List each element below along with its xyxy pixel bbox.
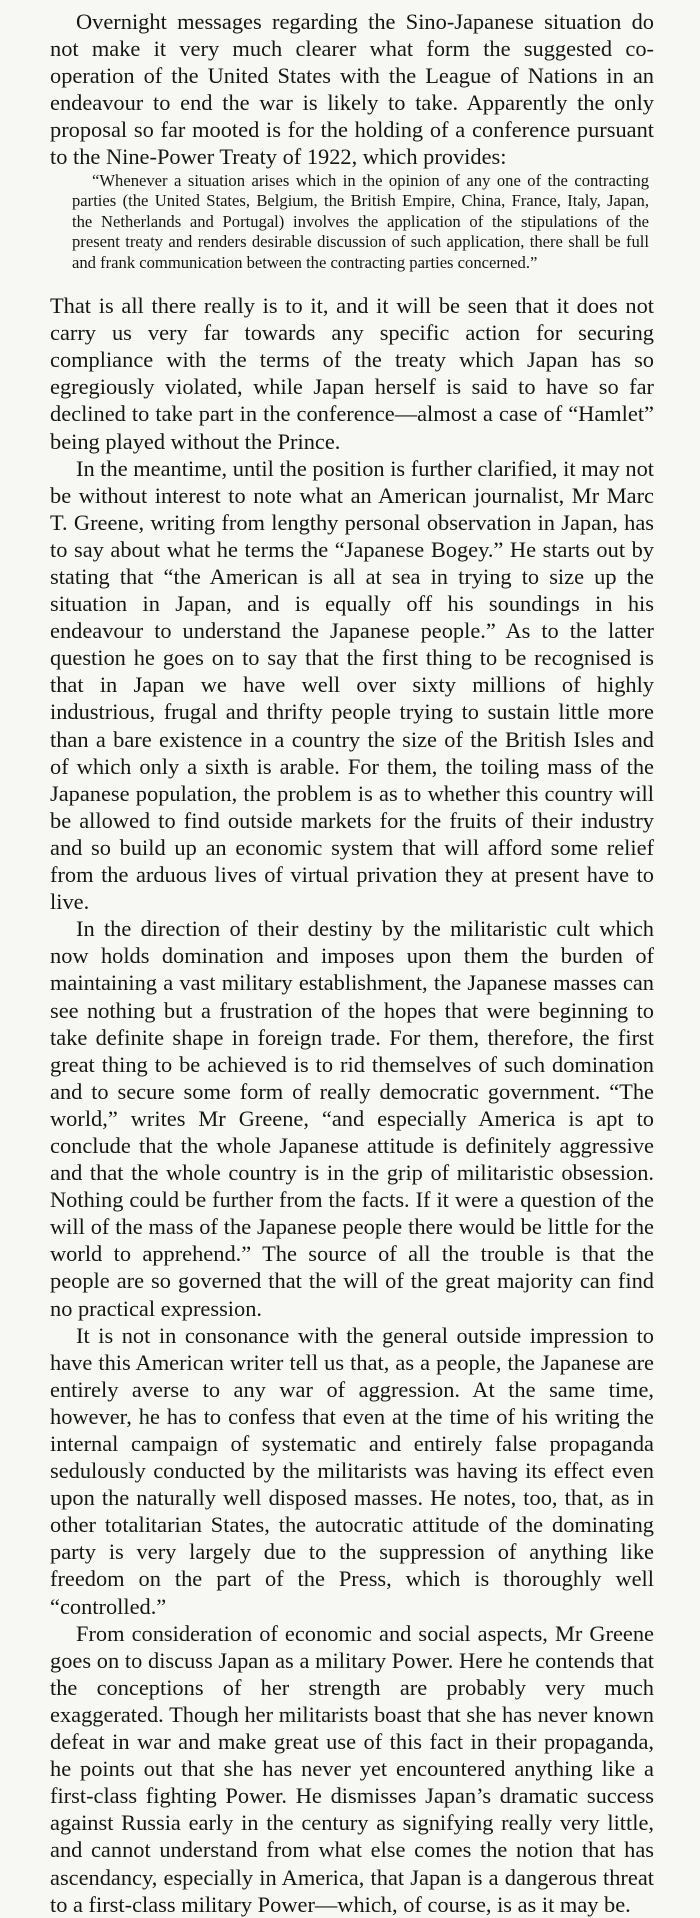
paragraph-3: In the meantime, until the position is further clarified, it may not be without interest to note what an American journalist, Mr Marc T. Greene, writing from lengthy personal observation in Japan, has to say about what he terms the “Japanese Bogey.” He starts out by stating that “the American is all at sea in trying to size up the situation in Japan, and is equally off his soundings in his endeavour to understand the Japanese people.” As to the latter question he goes on to say that the first thing to be recognised is that in Japan we have well over sixty millions of highly industrious, frugal and thrifty people trying to sustain little more than a bare existence in a country the size of the British Isles and of which only a sixth is arable. For them, the toiling mass of the Japanese population, the problem is as to whether this country will be allowed to find outside markets for the fruits of their industry and so build up an economic system that will afford some relief from the arduous lives of virtual privation they at present have to live. (50, 455, 654, 915)
article-body (50, 8, 654, 1918)
paragraph-1: Overnight messages regarding the Sino-Japanese situation do not make it very much clearer what form the suggested co-operation of the United States with the League of Nations in an endeavour to end the war is likely to take. Apparently the only proposal so far mooted is for the holding of a conference pursuant to the Nine-Power Treaty of 1922, which provides: (50, 9, 654, 170)
paragraph-2: That is all there really is to it, and it will be seen that it does not carry us very far towards any specific action for securing compliance with the terms of the treaty which Japan has so egregiously violated, while Japan herself is said to have so far declined to take part in the conference—almost a case of “Hamlet” being played without the Prince. (50, 293, 654, 454)
paragraph-6: From consideration of economic and social aspects, Mr Greene goes on to discuss Japan as a military Power. Here he contends that the conceptions of her strength are probably very much exaggerated. Though her militarists boast that she has never known defeat in war and make great use of this fact in their propaganda, he points out that she has never yet encountered anything like a first-class fighting Power. He dismisses Japan’s dramatic success against Russia early in the century as signifying really very little, and cannot understand from what else comes the notion that has ascendancy, especially in America, that Japan is a dangerous threat to a first-class military Power—which, of course, is as it may be. (50, 1620, 654, 1917)
paragraph-5: It is not in consonance with the general outside impression to have this American writer tell us that, as a people, the Japanese are entirely averse to any war of aggression. At the same time, however, he has to confess that even at the time of his writing the internal campaign of systematic and entirely false propaganda sedulously conducted by the militarists was having its effect even upon the naturally well disposed masses. He notes, too, that, as in other totalitarian States, the autocratic attitude of the dominating party is very largely due to the suppression of anything like freedom on the part of the Press, which is thoroughly well “controlled.” (50, 1322, 654, 1619)
paragraph-4: In the direction of their destiny by the militaristic cult which now holds domination and imposes upon them the burden of maintaining a vast military establishment, the Japanese masses can see nothing but a frustration of the hopes that were beginning to take definite shape in foreign trade. For them, therefore, the first great thing to be achieved is to rid themselves of such domination and to secure some form of really democratic government. “The world,” writes Mr Greene, “and especially America is apt to conclude that the whole Japanese attitude is definitely aggressive and that the whole country is in the grip of militaristic obsession. Nothing could be further from the facts. If it were a question of the will of the mass of the Japanese people there would be little for the world to apprehend.” The source of all the trouble is that the people are so governed that the will of the great majority can find no practical expression. (50, 916, 654, 1321)
treaty-quotation: “Whenever a situation arises which in the opinion of any one of the contracting parties (the United States, Belgium, the British Empire, China, France, Italy, Japan, the Netherlands and Portugal) involves the application of the stipulations of the present treaty and renders desirable discussion of such application, there shall be full and frank communication between the contracting parties concerned.” (72, 170, 649, 272)
